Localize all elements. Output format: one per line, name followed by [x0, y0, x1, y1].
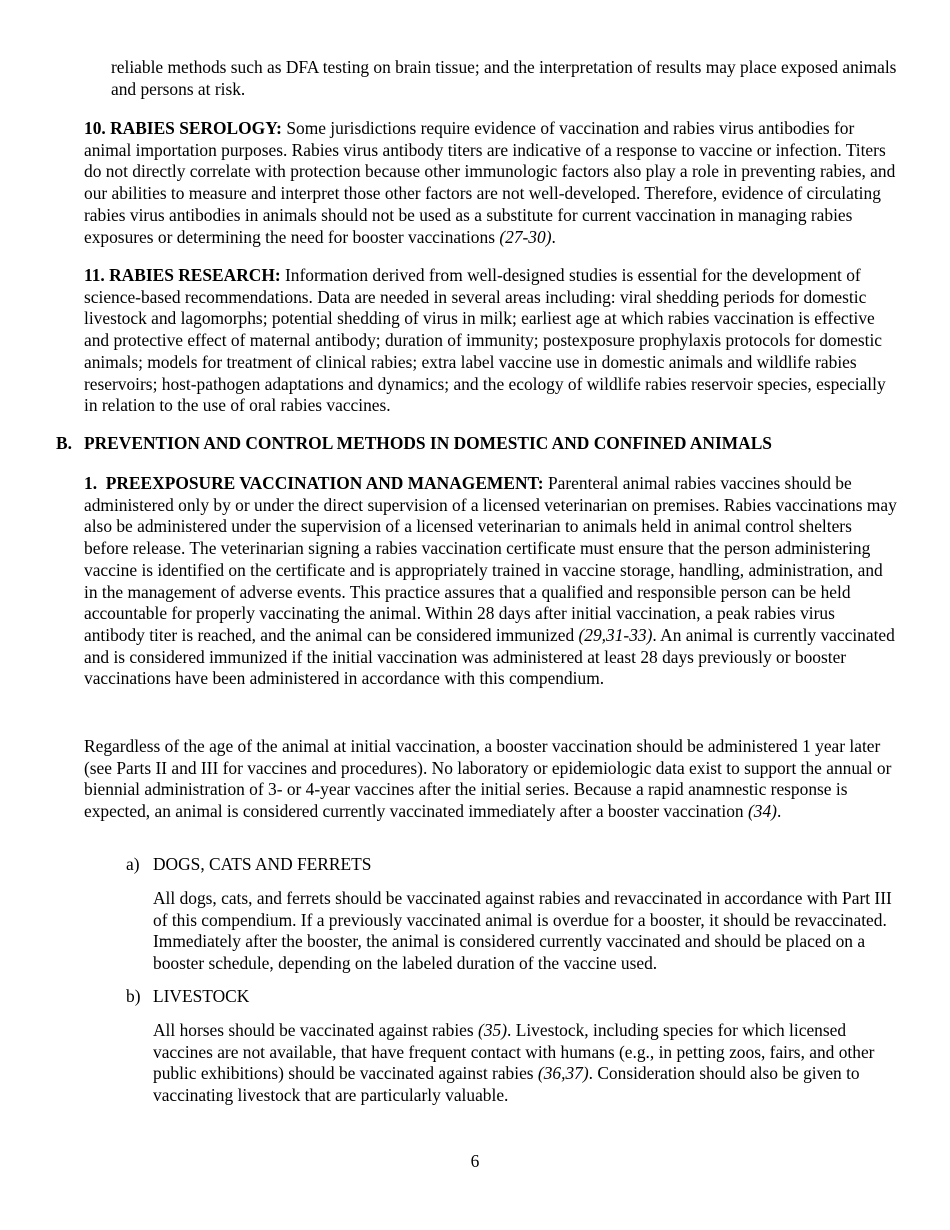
- section-10-text: Some jurisdictions require evidence of vaccination and rabies virus antibodies for animal importation purposes. Rabies virus antibody titers are indicative of a response to vaccine or infection. Titers do not directly correlate with protection because other immunologic factors also play a role in preventing rabies, and our abilities to measure and interpret those other factors are not well-developed. Therefore, evidence of circulating rabies virus antibodies in animals should not be used as a substitute for current vaccination in managing rabies exposures or determining the need for booster vaccinations: [84, 118, 896, 247]
- subsection-a-paragraph: [153, 888, 898, 975]
- subsection-b-text-3: . Consideration should also be given to vaccinating livestock that are particularly valuable.: [153, 1063, 860, 1106]
- section-1-citation: (29,31-33): [578, 624, 653, 645]
- section-10-paragraph: [84, 118, 899, 248]
- section-b-heading: [56, 433, 772, 455]
- subsection-b-citation-1: (35): [478, 1020, 508, 1040]
- section-1-paragraph: [84, 473, 899, 690]
- continued-paragraph: [111, 57, 901, 100]
- booster-citation: (34): [747, 801, 777, 822]
- section-b-title: PREVENTION AND CONTROL METHODS IN DOMESTIC AND CONFINED ANIMALS: [84, 433, 772, 453]
- continued-text: reliable methods such as DFA testing on brain tissue; and the interpretation of results may place exposed animals and persons at risk.: [111, 57, 897, 99]
- section-10-heading: 10. RABIES SEROLOGY:: [84, 118, 282, 138]
- subsection-a-label: [126, 854, 371, 876]
- subsection-b-text: All horses should be vaccinated against rabies: [153, 1020, 474, 1040]
- section-1-text: Parenteral animal rabies vaccines should be administered only by or under the direct supervision of a licensed veterinarian on premises. Rabies vaccinations may also be administered under the supervision of a licensed veterinarian to animals held in animal control shelters before release. The veterinarian signing a rabies vaccination certificate must ensure that the person administering vaccine is identified on the certificate and is appropriately trained in vaccine storage, handling, administration, and in the management of adverse events. This practice assures that a qualified and responsible person can be held accountable for properly vaccinating the animal. Within 28 days after initial vaccination, a peak rabies virus antibody titer is reached, and the animal can be considered immunized: [84, 473, 897, 645]
- booster-paragraph: [84, 736, 899, 823]
- subsection-b-tag: b): [126, 986, 141, 1006]
- booster-end: .: [776, 801, 782, 822]
- section-1-text-continued: . An animal is currently vaccinated and is considered immunized if the initial vaccination was administered at least 28 days previously or booster vaccinations have been administered in accordance with this compendium.: [84, 624, 895, 689]
- booster-text: Regardless of the age of the animal at initial vaccination, a booster vaccination should be administered 1 year later (see Parts II and III for vaccines and procedures). No laboratory or epidemiologic data exist to support the annual or biennial administration of 3- or 4-year vaccines after the initial series. Because a rapid anamnestic response is expected, an animal is considered currently vaccinated immediately after a booster vaccination: [84, 736, 892, 822]
- page-number: 6: [470, 1151, 480, 1171]
- section-1-heading: PREEXPOSURE VACCINATION AND MANAGEMENT:: [105, 473, 544, 493]
- subsection-b-label: [126, 986, 249, 1008]
- subsection-b-text-2: . Livestock, including species for which licensed vaccines are not available, that have frequent contact with humans (e.g., in petting zoos, fairs, and other public exhibitions) should be vaccinated against rabies: [153, 1020, 875, 1084]
- section-11-text: Information derived from well-designed studies is essential for the development of science-based recommendations. Data are needed in several areas including: viral shedding periods for domestic livestock and lagomorphs; potential shedding of virus in milk; earliest age at which rabies vaccination is effective and protective effect of maternal antibody; duration of immunity; postexposure prophylaxis protocols for domestic animals; models for treatment of clinical rabies; extra label vaccine use in domestic animals and wildlife rabies reservoirs; host-pathogen adaptations and dynamics; and the ecology of wildlife rabies reservoir species, especially in relation to the use of oral rabies vaccines.: [84, 265, 886, 416]
- subsection-b-citation-2: (36,37): [537, 1063, 589, 1084]
- section-11-paragraph: [84, 265, 899, 417]
- section-b-letter: B.: [56, 433, 72, 453]
- subsection-b-paragraph: [153, 1020, 898, 1107]
- subsection-b-title: LIVESTOCK: [153, 986, 250, 1006]
- subsection-a-tag: a): [126, 854, 140, 874]
- subsection-a-text: All dogs, cats, and ferrets should be vaccinated against rabies and revaccinated in accordance with Part III of this compendium. If a previously vaccinated animal is overdue for a booster, it should be revaccinated. Immediately after the booster, the animal is considered currently vaccinated and should be placed on a booster schedule, depending on the labeled duration of the vaccine used.: [153, 888, 892, 974]
- section-11-heading: 11. RABIES RESEARCH:: [84, 265, 281, 285]
- subsection-a-title: DOGS, CATS AND FERRETS: [153, 854, 372, 874]
- section-10-citation: (27-30): [499, 226, 552, 247]
- section-1-number: 1.: [84, 473, 98, 493]
- section-10-end: .: [551, 226, 556, 247]
